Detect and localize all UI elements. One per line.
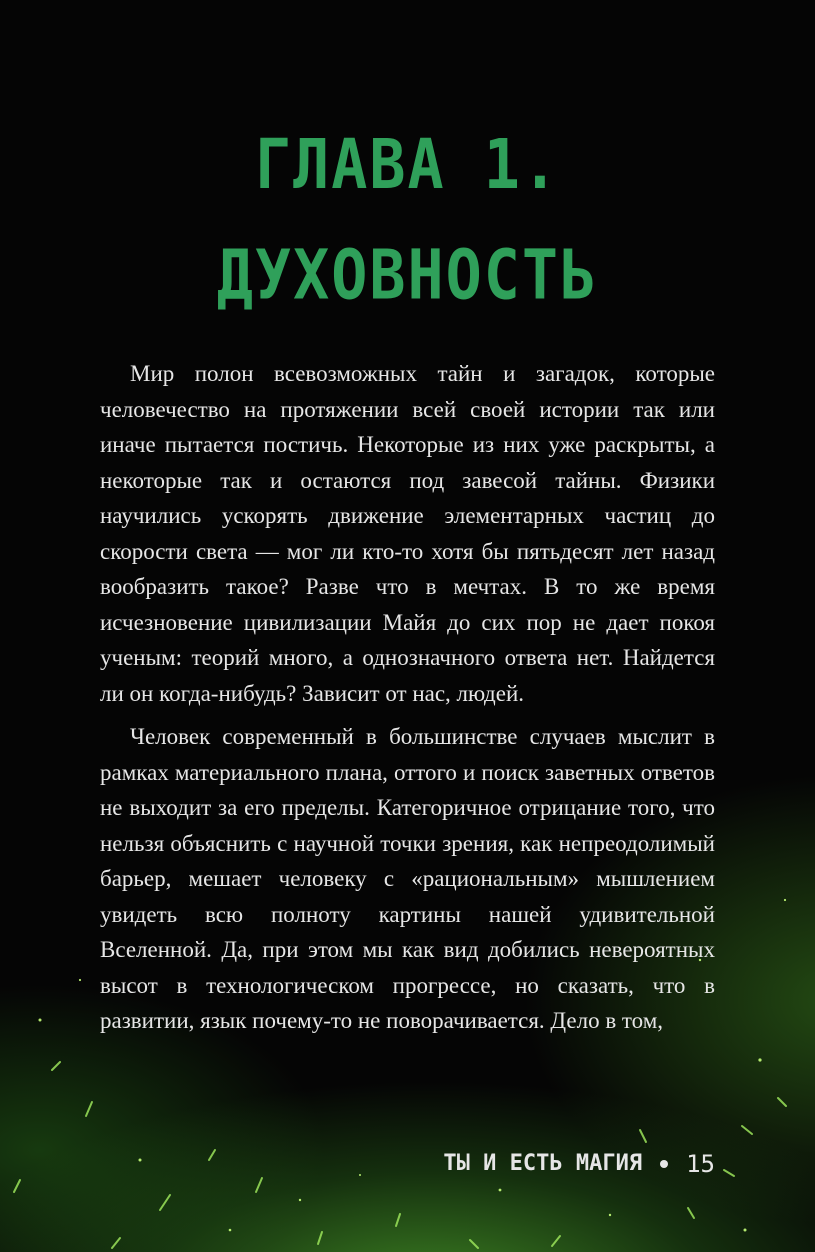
paragraph: Мир полон всевозможных тайн и загадок, которые человечество на протяжении всей своей истории так или иначе пытается постичь. Некоторые из них уже раскрыты, а некоторые так и остаются под завесой тайны. Физики научились ускорять движение элементарных частиц до скорости света — мог ли кто-то хотя бы пятьдесят лет назад вообразить такое? Разве что в мечтах. В то же время исчезновение цивилизации Майя до сих пор не дает покоя ученым: теорий много, а однозначного ответа нет. Найдется ли он когда-нибудь? Зависит от нас, людей. <box>100 361 715 706</box>
page-number: 15 <box>686 1150 715 1178</box>
paragraph: Человек современный в большинстве случаев мыслит в рамках материального плана, оттого и поиск заветных ответов не выходит за его пределы. Категоричное отрицание того, что нельзя объяснить с научной точки зрения, как непреодолимый барьер, мешает человеку с «рациональным» мышлением увидеть всю полноту картины нашей удивительной Вселенной. Да, при этом мы как вид добились невероятных высот в технологическом прогрессе, но сказать, что в развитии, язык почему-то не поворачивается. Дело в том, <box>100 724 715 1033</box>
page-footer <box>443 1150 715 1178</box>
bullet-separator <box>660 1160 668 1168</box>
running-title: ТЫ И ЕСТЬ МАГИЯ <box>443 1151 643 1176</box>
chapter-name: ДУХОВНОСТЬ <box>216 235 599 316</box>
chapter-number: ГЛАВА 1. <box>255 124 560 206</box>
chapter-body <box>100 356 715 1047</box>
chapter-title <box>0 110 815 331</box>
